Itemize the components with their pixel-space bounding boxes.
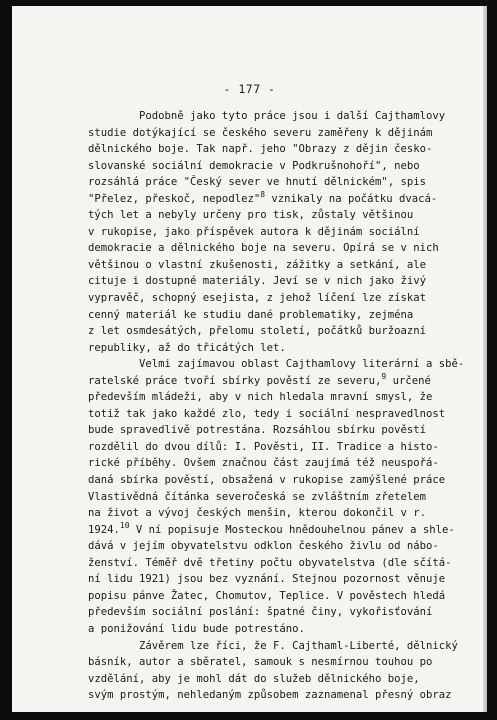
line-text: svým prostým, nehledaným způsobem zaznamenal přesný obraz xyxy=(88,689,452,702)
text-line xyxy=(88,489,460,506)
text-line xyxy=(88,373,460,390)
text-line xyxy=(88,356,465,373)
text-line xyxy=(88,638,460,655)
line-text: a ponižování lidu bude potrestáno. xyxy=(88,622,305,635)
line-text: ženství. Téměř dvě třetiny počtu obyvatelstva (dle sčítá- xyxy=(88,556,452,569)
text-line xyxy=(88,555,460,572)
line-text: demokracie a dělnického boje na severu. Opírá se v nich xyxy=(88,242,439,255)
line-text-after: určené xyxy=(386,374,431,387)
text-line xyxy=(88,671,460,688)
text-line xyxy=(88,604,460,621)
line-text-after: vznikaly na počátku dvacá- xyxy=(265,192,438,205)
line-text: rozsáhlá práce "Český sever ve hnutí dělnickém", spis xyxy=(88,176,427,189)
line-text: vypravěč, schopný esejista, z jehož líčení lze získat xyxy=(88,292,427,305)
line-text-after: V ní popisuje Mosteckou hnědouhelnou pánev a shle- xyxy=(129,523,455,536)
footnote-mark: 10 xyxy=(119,520,130,530)
line-text: Závěrem lze říci, že F. Cajthaml-Liberté, dělnický xyxy=(88,639,458,652)
text-line xyxy=(88,505,460,522)
text-line xyxy=(88,224,460,241)
line-text: básník, autor a sběratel, samouk s nesmírnou touhou po xyxy=(88,656,433,669)
line-text: studie dotýkající se českého severu zaměřeny k dějinám xyxy=(88,126,433,139)
line-text: slovanské sociální demokracie v Podkrušnohoří", nebo xyxy=(88,159,420,172)
text-line xyxy=(88,522,460,539)
line-text: republiky, až do třicátých let. xyxy=(88,341,286,354)
body-text xyxy=(88,108,465,704)
text-line xyxy=(88,307,460,324)
text-line xyxy=(88,571,460,588)
page-number: - 177 - xyxy=(223,82,276,96)
text-line xyxy=(88,125,460,142)
text-line xyxy=(88,340,460,357)
line-text: bude spravedlivě potrestána. Rozsáhlou sbírku pověstí xyxy=(88,424,427,437)
text-line xyxy=(88,191,460,208)
text-line xyxy=(88,323,460,340)
text-line xyxy=(88,472,460,489)
text-line xyxy=(88,240,460,257)
line-text: vzdělání, aby je mohl dát do služeb dělnického boje, xyxy=(88,672,420,685)
text-line xyxy=(88,406,460,423)
text-line xyxy=(88,389,460,406)
line-text: především sociální poslání: špatné činy, vykořisťování xyxy=(88,606,433,619)
line-text: dělnického boje. Tak např. jeho "Obrazy z dějin česko- xyxy=(88,143,433,156)
text-line xyxy=(88,654,460,671)
line-text: v rukopise, jako příspěvek autora k dějinám sociální xyxy=(88,225,420,238)
line-text: 1924. xyxy=(88,523,120,536)
footnote-mark: 9 xyxy=(381,371,387,381)
text-line xyxy=(88,158,460,175)
line-text: především mládeži, aby v nich hledala mravní smysl, že xyxy=(88,391,433,404)
line-text: dává v jejím obyvatelstvu odklon českého živlu od nábo- xyxy=(88,540,439,553)
text-line xyxy=(88,141,460,158)
text-line xyxy=(88,422,460,439)
line-text: popisu pánve Žatec, Chomutov, Teplice. V pověstech hledá xyxy=(88,589,446,602)
text-line xyxy=(88,621,460,638)
line-text: daná sbírka pověstí, obsažená v rukopise zamýšlené práce xyxy=(88,474,446,487)
text-line xyxy=(88,455,460,472)
line-text: rozdělil do dvou dílů: I. Pověsti, II. Tradice a histo- xyxy=(88,440,439,453)
text-line xyxy=(88,174,460,191)
line-text: z let osmdesátých, přelomu století, počátků buržoazní xyxy=(88,325,427,338)
line-text: Podobně jako tyto práce jsou i další Cajthamlovy xyxy=(88,110,446,122)
document-page xyxy=(12,6,487,712)
line-text: totiž tak jako každé zlo, tedy i sociální nespravedlnost xyxy=(88,407,446,420)
line-text: ratelské práce tvoří sbírky pověstí ze severu, xyxy=(88,374,382,387)
line-text: ní lidu 1921) jsou bez vyznání. Stejnou pozornost věnuje xyxy=(88,573,446,586)
text-line xyxy=(88,108,460,125)
text-line xyxy=(88,273,460,290)
text-line xyxy=(88,290,460,307)
line-text: Vlastivědná čítánka severočeská se zvláštním zřetelem xyxy=(88,490,427,503)
text-line xyxy=(88,687,460,704)
line-text: Velmi zajímavou oblast Cajthamlovy literární a sbě- xyxy=(88,358,465,371)
text-line xyxy=(88,538,460,555)
footnote-mark: 8 xyxy=(260,189,266,199)
text-line xyxy=(88,588,460,605)
text-line xyxy=(88,257,460,274)
text-line xyxy=(88,207,460,224)
line-text: tých let a nebyly určeny pro tisk, zůstaly většinou xyxy=(88,209,414,222)
line-text: "Přelez, přeskoč, nepodlez" xyxy=(88,192,261,205)
line-text: na život a vývoj českých menšin, kterou dokončil v r. xyxy=(88,507,427,520)
line-text: cenný materiál ke studiu dané problematiky, zejména xyxy=(88,308,414,321)
page-edge xyxy=(483,6,487,712)
line-text: většinou o vlastní zkušenosti, zážitky a setkání, ale xyxy=(88,258,427,271)
text-line xyxy=(88,439,460,456)
line-text: cituje i dostupné materiály. Jeví se v nich jako živý xyxy=(88,275,427,288)
line-text: rické příběhy. Ovšem značnou část zaujímá též neuspořá- xyxy=(88,457,439,470)
